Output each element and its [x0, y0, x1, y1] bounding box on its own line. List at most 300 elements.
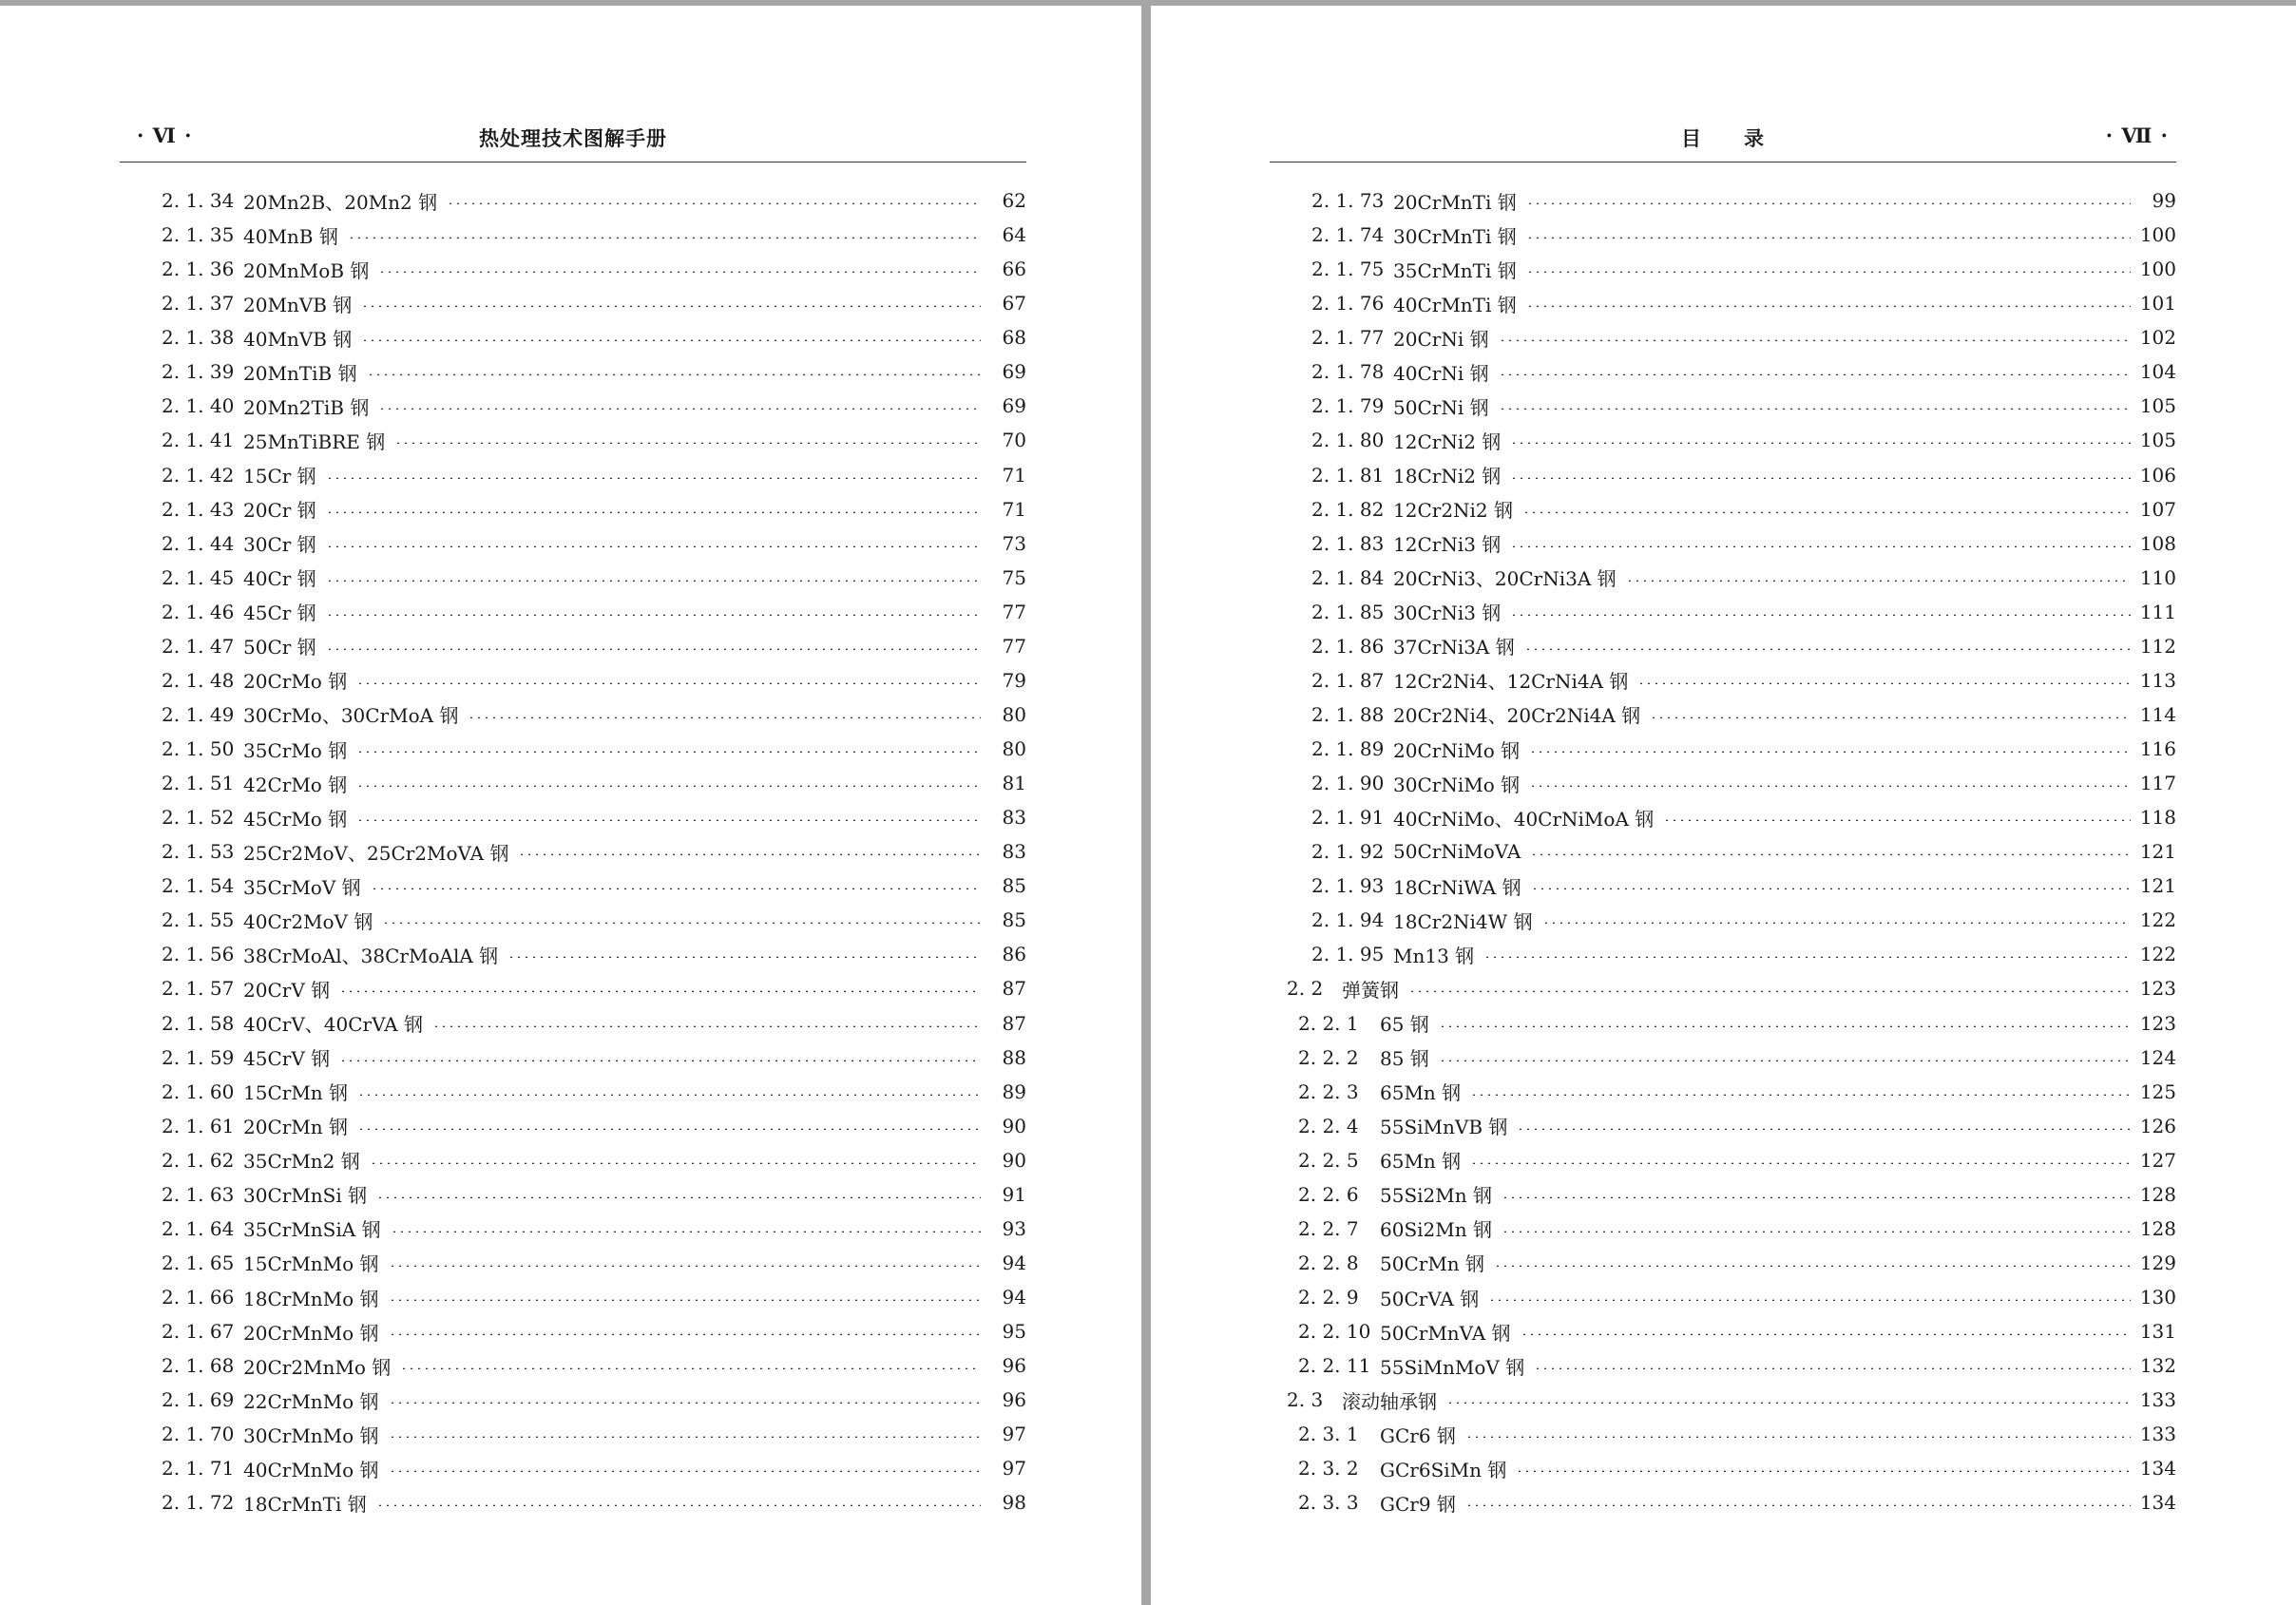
toc-entry-title: 弹簧钢 — [1342, 978, 1399, 1002]
toc-entry[interactable] — [1270, 561, 2176, 595]
toc-entry[interactable] — [120, 971, 1026, 1005]
toc-entry-title: 12Cr2Ni2 钢 — [1393, 499, 1514, 523]
toc-entry-number: 2. 1. 60 — [162, 1080, 235, 1103]
dot-leader — [1529, 751, 2131, 753]
toc-entry-page: 93 — [1002, 1216, 1026, 1240]
dot-leader — [1521, 1333, 2131, 1335]
toc-entry[interactable] — [1270, 286, 2176, 320]
dot-leader — [367, 373, 981, 375]
dot-leader — [371, 888, 981, 889]
toc-entry[interactable] — [1270, 1177, 2176, 1212]
dot-leader — [356, 751, 981, 753]
toc-entry-page: 94 — [1002, 1251, 1026, 1274]
toc-entry[interactable] — [120, 423, 1026, 457]
toc-entry[interactable] — [1270, 800, 2176, 834]
dot-leader — [1470, 1094, 2131, 1096]
dot-leader — [1637, 682, 2131, 684]
toc-entry-number: 2. 1. 49 — [162, 702, 235, 726]
toc-entry-number: 2. 1. 56 — [162, 943, 235, 966]
toc-entry[interactable] — [1270, 492, 2176, 526]
toc-entry-title: 20MnTiB 钢 — [243, 361, 357, 385]
toc-entry-number: 2. 1. 35 — [162, 223, 235, 247]
dot-leader — [1526, 305, 2131, 307]
toc-entry-title: 12CrNi2 钢 — [1393, 430, 1502, 453]
toc-entry-title: 45CrV 钢 — [243, 1047, 331, 1071]
toc-entry[interactable] — [1270, 423, 2176, 457]
toc-entry-number: 2. 2 — [1287, 977, 1324, 1001]
toc-entry-title: 20CrMn 钢 — [243, 1116, 349, 1139]
toc-entry-number: 2. 1. 51 — [162, 772, 235, 795]
toc-entry[interactable] — [120, 1485, 1026, 1519]
dot-leader — [389, 1299, 981, 1301]
dot-leader — [1510, 545, 2131, 547]
dot-leader — [389, 1402, 981, 1404]
toc-entry-number: 2. 1. 77 — [1311, 326, 1385, 350]
toc-entry-number: 2. 2. 6 — [1298, 1182, 1359, 1206]
page-header — [120, 118, 1026, 162]
toc-entry[interactable] — [120, 766, 1026, 800]
toc-entry[interactable] — [1270, 183, 2176, 218]
toc-entry-page: 133 — [2139, 1423, 2176, 1446]
dot-leader — [1488, 1299, 2131, 1301]
toc-entry-page: 90 — [1002, 1114, 1026, 1137]
toc-entry-number: 2. 1. 50 — [162, 737, 235, 761]
toc-entry-number: 2. 1. 74 — [1311, 223, 1385, 247]
dot-leader — [382, 922, 981, 924]
toc-entry[interactable] — [120, 800, 1026, 834]
toc-entry-title: 18CrNi2 钢 — [1393, 465, 1502, 488]
toc-entry-number: 2. 1. 58 — [162, 1011, 235, 1035]
toc-entry-title: GCr6 钢 — [1380, 1423, 1456, 1447]
toc-entry-number: 2. 1. 80 — [1311, 429, 1385, 452]
toc-entry-number: 2. 1. 59 — [162, 1045, 235, 1069]
toc-entry[interactable] — [1270, 766, 2176, 800]
toc-entry-title: 50CrNiMoVA — [1393, 840, 1521, 864]
toc-entry-number: 2. 1. 37 — [162, 292, 235, 315]
toc-entry-title: 20CrNiMo 钢 — [1393, 738, 1521, 762]
toc-entry[interactable] — [1270, 903, 2176, 937]
toc-entry[interactable] — [1270, 389, 2176, 423]
dot-leader — [1510, 442, 2131, 444]
toc-entry[interactable] — [120, 595, 1026, 629]
toc-entry-title: 50CrNi 钢 — [1393, 395, 1489, 419]
toc-entry[interactable] — [1270, 1348, 2176, 1383]
toc-entry-page: 67 — [1002, 292, 1026, 315]
toc-entry-number: 2. 1. 93 — [1311, 874, 1385, 898]
toc-entry-title: 50CrMn 钢 — [1380, 1252, 1485, 1276]
dot-leader — [432, 1025, 981, 1027]
toc-entry-title: 20Mn2TiB 钢 — [243, 395, 370, 419]
toc-entry[interactable] — [1270, 526, 2176, 561]
dot-leader — [1522, 511, 2131, 513]
dot-leader — [339, 1060, 981, 1061]
toc-entry-page: 77 — [1002, 600, 1026, 623]
toc-entry-title: 40MnVB 钢 — [243, 327, 353, 351]
toc-entry-title: 20MnVB 钢 — [243, 293, 353, 316]
toc-entry[interactable] — [120, 354, 1026, 389]
toc-entry[interactable] — [120, 1006, 1026, 1041]
dot-leader — [356, 819, 981, 821]
dot-leader — [357, 1094, 981, 1096]
toc-entry-number: 2. 1. 47 — [162, 634, 235, 658]
toc-entry[interactable] — [120, 1383, 1026, 1417]
toc-entry-page: 128 — [2139, 1216, 2176, 1240]
toc-entry-title: 40CrV、40CrVA 钢 — [243, 1013, 423, 1037]
toc-entry-page: 86 — [1002, 943, 1026, 966]
dot-leader — [394, 442, 981, 444]
dot-leader — [357, 1128, 981, 1130]
toc-entry-page: 87 — [1002, 977, 1026, 1001]
toc-entry-page: 118 — [2139, 806, 2176, 830]
toc-entry-number: 2. 1. 62 — [162, 1148, 235, 1172]
toc-entry-page: 91 — [1002, 1182, 1026, 1206]
toc-entry[interactable] — [1270, 1143, 2176, 1177]
toc-entry-title: 40CrNi 钢 — [1393, 361, 1489, 385]
toc-entry[interactable] — [1270, 354, 2176, 389]
toc-entry-number: 2. 1. 55 — [162, 908, 235, 932]
toc-entry-page: 127 — [2139, 1148, 2176, 1172]
toc-entry-title: 18CrMnMo 钢 — [243, 1287, 379, 1310]
toc-entry-title: 20Cr 钢 — [243, 499, 316, 523]
dot-leader — [326, 580, 981, 582]
toc-entry-title: 18CrMnTi 钢 — [243, 1492, 367, 1516]
dot-leader — [376, 1196, 981, 1198]
toc-entry[interactable] — [120, 252, 1026, 286]
dot-leader — [1510, 477, 2131, 479]
toc-entry[interactable] — [120, 937, 1026, 971]
toc-entry-title: 22CrMnMo 钢 — [243, 1389, 379, 1413]
toc-entry[interactable] — [1270, 1075, 2176, 1109]
toc-entry-page: 102 — [2139, 326, 2176, 350]
toc-entry-page: 85 — [1002, 874, 1026, 898]
page-number-label: · Ⅶ · — [2105, 124, 2169, 147]
toc-entry-title: 60Si2Mn 钢 — [1380, 1218, 1492, 1242]
toc-entry[interactable] — [1270, 971, 2176, 1005]
toc-entry[interactable] — [1270, 1109, 2176, 1143]
dot-leader — [1526, 271, 2131, 273]
toc-entry[interactable] — [1270, 697, 2176, 732]
toc-entry-page: 106 — [2139, 463, 2176, 487]
toc-entry-page: 121 — [2139, 874, 2176, 898]
dot-leader — [370, 1162, 981, 1164]
toc-entry-title: 40CrMnMo 钢 — [243, 1458, 379, 1481]
toc-entry-page: 75 — [1002, 565, 1026, 589]
dot-leader — [1510, 614, 2131, 616]
toc-entry-number: 2. 3. 1 — [1298, 1423, 1359, 1446]
toc-entry[interactable] — [1270, 1246, 2176, 1280]
toc-entry-number: 2. 1. 53 — [162, 840, 235, 864]
dot-leader — [1516, 1470, 2131, 1472]
dot-leader — [326, 648, 981, 650]
toc-entry-title: 50CrMnVA 钢 — [1380, 1321, 1511, 1345]
toc-entry-page: 128 — [2139, 1182, 2176, 1206]
toc-entry-number: 2. 1. 63 — [162, 1182, 235, 1206]
toc-list — [120, 183, 1026, 1519]
dot-leader — [1626, 580, 2131, 582]
toc-entry-title: 30CrNi3 钢 — [1393, 602, 1502, 625]
toc-entry-number: 2. 1. 90 — [1311, 772, 1385, 795]
toc-entry-title: 20CrV 钢 — [243, 978, 331, 1002]
toc-entry-title: 45Cr 钢 — [243, 602, 316, 625]
dot-leader — [1499, 339, 2131, 341]
toc-entry[interactable] — [120, 320, 1026, 354]
toc-entry[interactable] — [120, 389, 1026, 423]
toc-entry-page: 71 — [1002, 497, 1026, 521]
toc-entry-page: 87 — [1002, 1011, 1026, 1035]
toc-entry-number: 2. 1. 40 — [162, 394, 235, 418]
toc-entry-title: 20CrNi 钢 — [1393, 327, 1489, 351]
toc-entry[interactable] — [1270, 1417, 2176, 1451]
toc-entry[interactable] — [1270, 252, 2176, 286]
toc-entry[interactable] — [1270, 320, 2176, 354]
toc-entry-number: 2. 1. 54 — [162, 874, 235, 898]
toc-entry-title: 滚动轴承钢 — [1342, 1389, 1437, 1413]
toc-entry-title: 30CrMnSi 钢 — [243, 1184, 368, 1208]
toc-entry[interactable] — [120, 1348, 1026, 1383]
dot-leader — [468, 717, 981, 718]
toc-entry-page: 98 — [1002, 1491, 1026, 1515]
toc-entry-number: 2. 1. 88 — [1311, 702, 1385, 726]
toc-entry-page: 125 — [2139, 1080, 2176, 1103]
dot-leader — [389, 1333, 981, 1335]
toc-entry-number: 2. 2. 1 — [1298, 1011, 1359, 1035]
dot-leader — [326, 511, 981, 513]
toc-entry-number: 2. 1. 69 — [162, 1388, 235, 1412]
toc-entry-number: 2. 1. 94 — [1311, 908, 1385, 932]
toc-entry-number: 2. 1. 48 — [162, 668, 235, 692]
toc-entry[interactable] — [120, 1109, 1026, 1143]
toc-entry-title: 12Cr2Ni4、12CrNi4A 钢 — [1393, 670, 1629, 694]
toc-entry[interactable] — [120, 1246, 1026, 1280]
toc-entry-page: 126 — [2139, 1114, 2176, 1137]
toc-entry-number: 2. 1. 85 — [1311, 600, 1385, 623]
toc-entry-number: 2. 1. 92 — [1311, 840, 1385, 864]
toc-entry-title: 85 钢 — [1380, 1047, 1429, 1071]
toc-entry-number: 2. 1. 84 — [1311, 565, 1385, 589]
toc-entry[interactable] — [1270, 869, 2176, 903]
toc-entry-page: 83 — [1002, 840, 1026, 864]
toc-entry[interactable] — [1270, 1383, 2176, 1417]
toc-entry-page: 124 — [2139, 1045, 2176, 1069]
toc-entry[interactable] — [120, 629, 1026, 663]
toc-entry-page: 134 — [2139, 1457, 2176, 1481]
toc-entry[interactable] — [1270, 1212, 2176, 1246]
toc-entry[interactable] — [120, 732, 1026, 766]
toc-entry[interactable] — [1270, 1280, 2176, 1314]
toc-entry-page: 134 — [2139, 1491, 2176, 1515]
toc-entry-title: 55SiMnMoV 钢 — [1380, 1355, 1525, 1379]
toc-entry[interactable] — [120, 286, 1026, 320]
toc-entry-title: 45CrMo 钢 — [243, 807, 348, 831]
toc-entry[interactable] — [1270, 834, 2176, 869]
toc-entry[interactable] — [120, 1280, 1026, 1314]
dot-leader — [447, 202, 981, 204]
toc-entry-number: 2. 2. 5 — [1298, 1148, 1359, 1172]
toc-entry-number: 2. 1. 75 — [1311, 258, 1385, 281]
toc-entry[interactable] — [120, 458, 1026, 492]
toc-entry[interactable] — [120, 869, 1026, 903]
toc-entry[interactable] — [1270, 595, 2176, 629]
dot-leader — [1531, 888, 2131, 889]
toc-entry-page: 116 — [2139, 737, 2176, 761]
toc-entry-page: 88 — [1002, 1045, 1026, 1069]
toc-entry-number: 2. 1. 79 — [1311, 394, 1385, 418]
toc-entry-title: 35CrMo 钢 — [243, 738, 348, 762]
toc-entry[interactable] — [1270, 458, 2176, 492]
toc-entry-number: 2. 1. 95 — [1311, 943, 1385, 966]
toc-entry-title: 65 钢 — [1380, 1013, 1429, 1037]
toc-entry[interactable] — [120, 561, 1026, 595]
dot-leader — [389, 1265, 981, 1267]
dot-leader — [1483, 956, 2131, 958]
toc-entry-number: 2. 1. 39 — [162, 360, 235, 384]
toc-entry-title: 20CrMnMo 钢 — [243, 1321, 379, 1345]
toc-entry-page: 107 — [2139, 497, 2176, 521]
toc-entry-title: 55SiMnVB 钢 — [1380, 1116, 1508, 1139]
toc-entry[interactable] — [120, 1212, 1026, 1246]
toc-entry[interactable] — [120, 1417, 1026, 1451]
toc-entry[interactable] — [1270, 937, 2176, 971]
toc-entry-title: 65Mn 钢 — [1380, 1150, 1462, 1174]
toc-entry[interactable] — [120, 1451, 1026, 1485]
dot-leader — [1530, 853, 2131, 855]
toc-entry-title: 50CrVA 钢 — [1380, 1287, 1480, 1310]
toc-entry-title: 20Cr2MnMo 钢 — [243, 1355, 392, 1379]
toc-entry-number: 2. 1. 78 — [1311, 360, 1385, 384]
toc-entry[interactable] — [120, 492, 1026, 526]
toc-entry[interactable] — [120, 1075, 1026, 1109]
toc-entry-page: 96 — [1002, 1354, 1026, 1378]
toc-entry-number: 2. 3. 3 — [1298, 1491, 1359, 1515]
toc-entry[interactable] — [120, 526, 1026, 561]
toc-entry[interactable] — [120, 903, 1026, 937]
left-page — [0, 6, 1141, 1605]
toc-entry-page: 97 — [1002, 1457, 1026, 1481]
toc-entry-page: 66 — [1002, 258, 1026, 281]
toc-entry-page: 62 — [1002, 189, 1026, 213]
toc-entry-number: 2. 2. 9 — [1298, 1286, 1359, 1309]
toc-entry-title: 40MnB 钢 — [243, 224, 338, 248]
toc-entry[interactable] — [1270, 663, 2176, 697]
toc-entry-page: 94 — [1002, 1286, 1026, 1309]
toc-entry-number: 2. 1. 66 — [162, 1286, 235, 1309]
toc-entry-title: 25MnTiBRE 钢 — [243, 430, 386, 453]
toc-entry-page: 111 — [2139, 600, 2176, 623]
toc-entry[interactable] — [1270, 1041, 2176, 1075]
toc-entry[interactable] — [120, 697, 1026, 732]
dot-leader — [1465, 1504, 2131, 1506]
toc-entry-page: 71 — [1002, 463, 1026, 487]
toc-entry[interactable] — [1270, 1451, 2176, 1485]
toc-entry-number: 2. 3. 2 — [1298, 1457, 1359, 1481]
dot-leader — [1439, 1060, 2131, 1061]
toc-entry-number: 2. 2. 10 — [1298, 1320, 1371, 1344]
toc-entry-page: 130 — [2139, 1286, 2176, 1309]
toc-entry-page: 105 — [2139, 394, 2176, 418]
dot-leader — [1650, 717, 2131, 718]
toc-entry-title: 50Cr 钢 — [243, 636, 316, 659]
dot-leader — [400, 1367, 981, 1369]
toc-entry[interactable] — [120, 1314, 1026, 1348]
toc-entry[interactable] — [120, 218, 1026, 252]
toc-entry-number: 2. 1. 45 — [162, 565, 235, 589]
toc-entry-page: 95 — [1002, 1320, 1026, 1344]
dot-leader — [1408, 990, 2131, 992]
toc-entry-number: 2. 1. 65 — [162, 1251, 235, 1274]
toc-entry-title: 20CrMo 钢 — [243, 670, 348, 694]
toc-entry-title: GCr6SiMn 钢 — [1380, 1458, 1507, 1481]
dot-leader — [376, 1504, 981, 1506]
toc-entry-number: 2. 1. 61 — [162, 1114, 235, 1137]
toc-entry-title: 38CrMoAl、38CrMoAlA 钢 — [243, 944, 499, 967]
dot-leader — [326, 477, 981, 479]
toc-entry-title: 40Cr 钢 — [243, 567, 316, 591]
toc-entry[interactable] — [120, 1143, 1026, 1177]
toc-entry[interactable] — [120, 834, 1026, 869]
toc-entry[interactable] — [1270, 1485, 2176, 1519]
toc-entry-page: 81 — [1002, 772, 1026, 795]
toc-entry-number: 2. 1. 73 — [1311, 189, 1385, 213]
toc-entry[interactable] — [1270, 1006, 2176, 1041]
toc-entry-number: 2. 1. 83 — [1311, 531, 1385, 555]
dot-leader — [1534, 1367, 2131, 1369]
toc-entry-title: 55Si2Mn 钢 — [1380, 1184, 1492, 1208]
toc-entry[interactable] — [120, 183, 1026, 218]
toc-entry-number: 2. 1. 72 — [162, 1491, 235, 1515]
dot-leader — [326, 614, 981, 616]
toc-entry-number: 2. 1. 34 — [162, 189, 235, 213]
toc-entry-title: 30Cr 钢 — [243, 533, 316, 557]
toc-entry-title: 20MnMoB 钢 — [243, 258, 370, 282]
toc-entry-page: 122 — [2139, 943, 2176, 966]
dot-leader — [361, 305, 981, 307]
toc-entry[interactable] — [1270, 1314, 2176, 1348]
toc-entry-page: 101 — [2139, 292, 2176, 315]
toc-entry-page: 85 — [1002, 908, 1026, 932]
chapter-title: 目 录 — [1681, 126, 1765, 150]
dot-leader — [326, 545, 981, 547]
dot-leader — [348, 237, 981, 239]
toc-entry-title: 65Mn 钢 — [1380, 1081, 1462, 1105]
toc-entry-page: 79 — [1002, 668, 1026, 692]
toc-entry-page: 80 — [1002, 737, 1026, 761]
dot-leader — [1526, 202, 2131, 204]
toc-entry-page: 96 — [1002, 1388, 1026, 1412]
dot-leader — [378, 271, 981, 273]
toc-entry-title: 35CrMnSiA 钢 — [243, 1218, 381, 1242]
dot-leader — [389, 1436, 981, 1438]
toc-entry-number: 2. 1. 43 — [162, 497, 235, 521]
toc-entry[interactable] — [1270, 629, 2176, 663]
toc-entry-title: Mn13 钢 — [1393, 944, 1475, 967]
toc-entry-number: 2. 1. 42 — [162, 463, 235, 487]
toc-entry-number: 2. 1. 68 — [162, 1354, 235, 1378]
toc-entry-page: 83 — [1002, 806, 1026, 830]
dot-leader — [1526, 237, 2131, 239]
toc-entry-title: 20CrMnTi 钢 — [1393, 190, 1517, 214]
toc-entry[interactable] — [1270, 732, 2176, 766]
toc-entry-number: 2. 1. 36 — [162, 258, 235, 281]
toc-entry[interactable] — [120, 663, 1026, 697]
toc-entry-page: 113 — [2139, 668, 2176, 692]
toc-entry-page: 69 — [1002, 394, 1026, 418]
toc-entry-page: 117 — [2139, 772, 2176, 795]
dot-leader — [339, 990, 981, 992]
toc-entry-page: 80 — [1002, 702, 1026, 726]
toc-entry[interactable] — [120, 1177, 1026, 1212]
toc-entry[interactable] — [1270, 218, 2176, 252]
toc-entry[interactable] — [120, 1041, 1026, 1075]
